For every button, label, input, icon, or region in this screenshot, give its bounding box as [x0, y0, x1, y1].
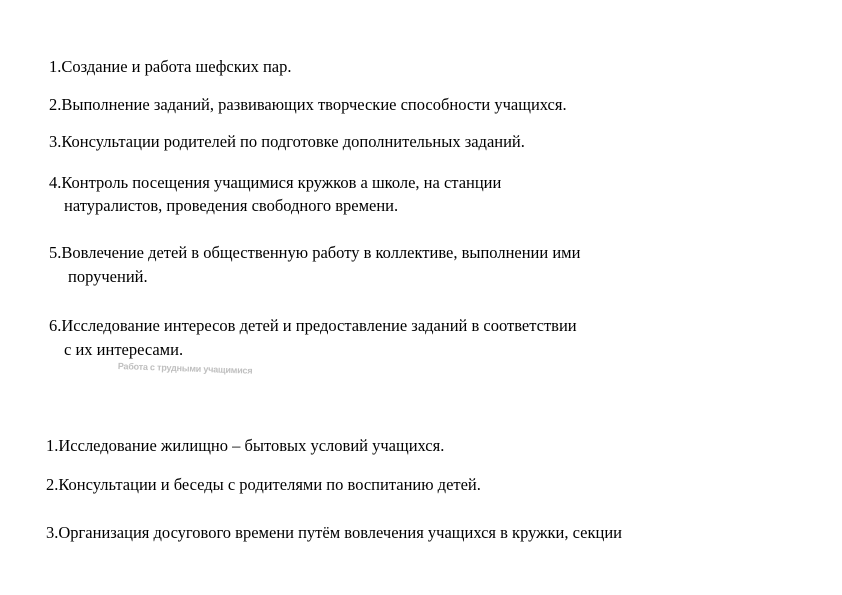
list-item-2-line-1: 2.Выполнение заданий, развивающих творческие способности учащихся. [49, 95, 567, 114]
list-item-5-line-2: поручений. [68, 267, 148, 286]
list-item-1-line-1: 1.Создание и работа шефских пар. [49, 57, 292, 76]
list-item-5-line-1: 5.Вовлечение детей в общественную работу в коллективе, выполнении ими [49, 243, 581, 262]
list2-item-3-line-1: 3.Организация досугового времени путём вовлечения учащихся в кружки, секции [46, 523, 622, 542]
list-item-6-line-2: с их интересами. [64, 340, 184, 359]
list-item-4-line-1: 4.Контроль посещения учащимися кружков а школе, на станции [49, 173, 502, 192]
list-item-6-line-1: 6.Исследование интересов детей и предоставление заданий в соответствии [49, 316, 577, 335]
list2-item-2-line-1: 2.Консультации и беседы с родителями по воспитанию детей. [46, 475, 481, 494]
list-item-4-line-2: натуралистов, проведения свободного времени. [64, 196, 399, 215]
faint-caption: Работа с трудными учащимися [117, 361, 253, 376]
list2-item-1-line-1: 1.Исследование жилищно – бытовых условий учащихся. [46, 436, 445, 455]
list-item-3-line-1: 3.Консультации родителей по подготовке дополнительных заданий. [49, 132, 525, 151]
